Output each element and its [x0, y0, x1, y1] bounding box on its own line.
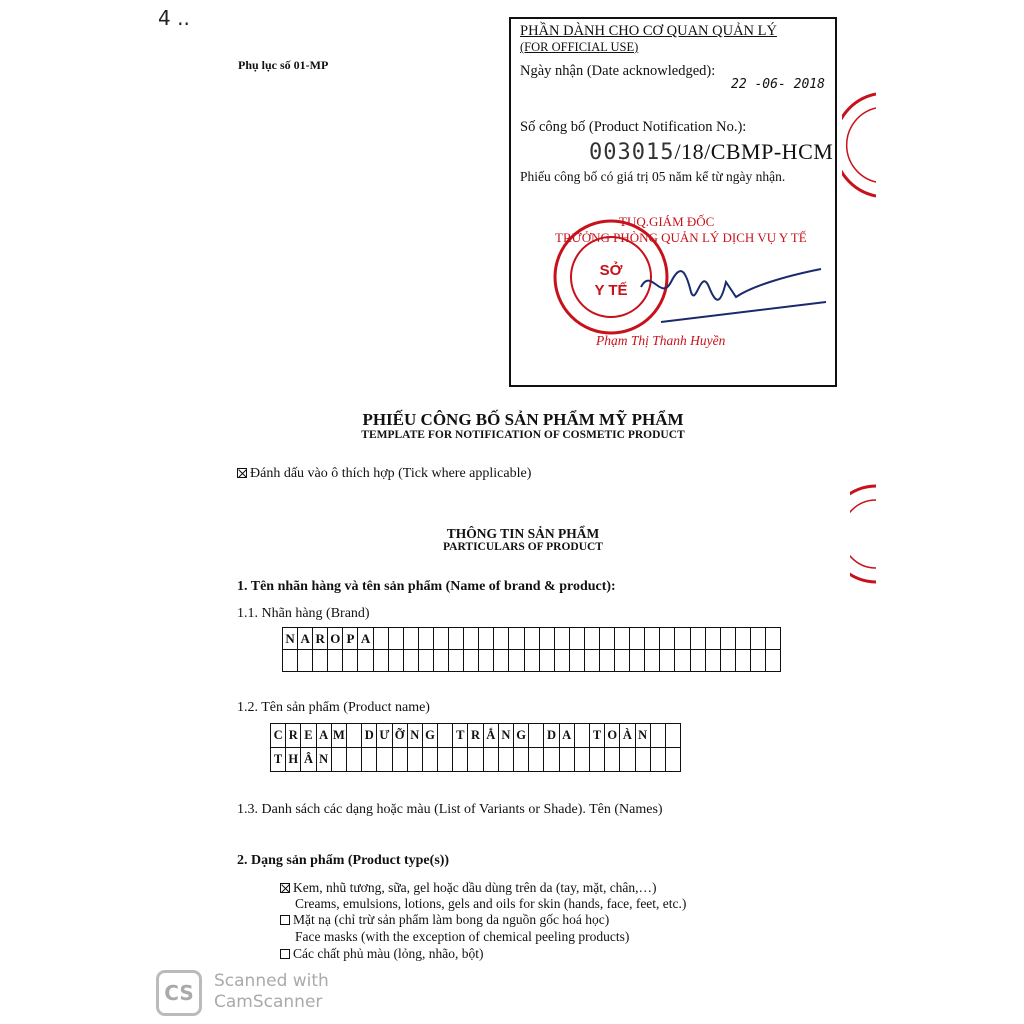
option-face-masks[interactable] [280, 912, 609, 928]
product-letter-cell[interactable]: A [316, 724, 331, 748]
section-subtitle-text: PARTICULARS OF PRODUCT [443, 541, 603, 553]
brand-letter-cell[interactable] [735, 650, 750, 672]
option-creams-en: Creams, emulsions, lotions, gels and oils for skin (hands, face, feet, etc.) [295, 896, 687, 911]
question-2-label: 2. Dạng sản phẩm (Product type(s)) [237, 853, 450, 868]
handwritten-signature-icon [631, 247, 831, 327]
brand-letter-cell[interactable] [690, 650, 705, 672]
section-title-text: THÔNG TIN SẢN PHẨM [446, 526, 600, 541]
brand-letter-cell[interactable] [464, 628, 479, 650]
notification-number-value [589, 139, 833, 165]
brand-letter-cell[interactable] [403, 650, 418, 672]
product-letter-cell[interactable] [665, 748, 680, 772]
brand-letter-cell[interactable] [298, 650, 313, 672]
brand-letter-cell[interactable]: A [358, 628, 373, 650]
brand-letter-cell[interactable] [599, 628, 614, 650]
date-acknowledged-value: 22 -06- 2018 [731, 77, 825, 92]
option-face-masks-en: Face masks (with the exception of chemical peeling products) [295, 929, 630, 944]
brand-letter-cell[interactable]: R [313, 628, 328, 650]
product-letter-cell[interactable] [665, 724, 680, 748]
camscanner-logo-icon: CS [156, 970, 202, 1016]
brand-letter-cell[interactable] [569, 628, 584, 650]
checked-box-icon [237, 468, 247, 478]
brand-letter-cell[interactable] [433, 650, 448, 672]
option-creams[interactable] [280, 880, 657, 896]
brand-letter-cell[interactable] [750, 650, 765, 672]
official-use-box [509, 17, 837, 387]
appendix-label: Phụ lục số 01-MP [238, 58, 329, 72]
product-letter-cell[interactable] [362, 748, 377, 772]
section-subtitle [0, 541, 1024, 553]
signer-name: Phạm Thị Thanh Huyền [596, 333, 726, 348]
product-letter-cell[interactable]: O [605, 724, 620, 748]
product-name-letter-grid[interactable] [270, 723, 681, 772]
official-title: PHẦN DÀNH CHO CƠ QUAN QUẢN LÝ [520, 23, 777, 39]
product-letter-cell[interactable] [346, 748, 361, 772]
signer-title-1: TUQ.GIÁM ĐỐC [619, 214, 715, 229]
product-letter-cell[interactable]: Ỡ [392, 724, 407, 748]
brand-letter-cell[interactable] [690, 628, 705, 650]
brand-letter-cell[interactable] [660, 628, 675, 650]
brand-letter-cell[interactable] [509, 628, 524, 650]
brand-letter-cell[interactable] [283, 650, 298, 672]
notification-number-label: Số công bố (Product Notification No.): [520, 119, 747, 135]
brand-letter-cell[interactable] [766, 628, 781, 650]
brand-letter-cell[interactable] [524, 650, 539, 672]
product-letter-cell[interactable] [438, 748, 453, 772]
product-letter-cell[interactable]: E [301, 724, 316, 748]
product-letter-cell[interactable] [346, 724, 361, 748]
product-letter-cell[interactable]: N [316, 748, 331, 772]
checked-box-icon[interactable] [280, 883, 290, 893]
product-letter-cell[interactable]: N [407, 724, 422, 748]
product-letter-cell[interactable]: N [498, 724, 513, 748]
product-letter-cell[interactable]: D [544, 724, 559, 748]
brand-letter-row [283, 628, 781, 650]
brand-letter-cell[interactable]: O [328, 628, 343, 650]
brand-letter-cell[interactable] [554, 628, 569, 650]
option-color-coatings[interactable] [280, 946, 483, 962]
product-letter-cell[interactable]: G [514, 724, 529, 748]
question-1-label: 1. Tên nhãn hàng và tên sản phẩm (Name of brand & product): [237, 579, 616, 594]
brand-letter-cell[interactable] [720, 650, 735, 672]
watermark-line-2: CamScanner [214, 992, 323, 1012]
watermark-line-1: Scanned with [214, 971, 329, 991]
product-letter-cell[interactable]: T [453, 724, 468, 748]
brand-letter-cell[interactable] [569, 650, 584, 672]
brand-letter-cell[interactable] [615, 650, 630, 672]
product-letter-cell[interactable] [438, 724, 453, 748]
brand-letter-cell[interactable] [373, 650, 388, 672]
product-letter-row [271, 724, 681, 748]
validity-note: Phiếu công bố có giá trị 05 năm kể từ ngày nhận. [520, 169, 786, 184]
product-letter-cell[interactable]: R [468, 724, 483, 748]
brand-letter-cell[interactable] [449, 650, 464, 672]
brand-letter-cell[interactable] [630, 650, 645, 672]
product-letter-cell[interactable] [331, 748, 346, 772]
page-number-mark: 4 .. [158, 6, 190, 30]
product-letter-cell[interactable] [498, 748, 513, 772]
product-letter-cell[interactable] [650, 748, 665, 772]
brand-label: 1.1. Nhãn hàng (Brand) [237, 606, 370, 621]
tick-instruction-text: Đánh dấu vào ô thích hợp (Tick where applicable) [250, 466, 532, 481]
brand-letter-cell[interactable] [645, 628, 660, 650]
document-subtitle [0, 429, 1024, 441]
document-title-text: PHIẾU CÔNG BỐ SẢN PHẨM MỸ PHẨM [362, 410, 684, 429]
product-letter-cell[interactable] [422, 748, 437, 772]
brand-letter-cell[interactable] [449, 628, 464, 650]
product-letter-cell[interactable] [635, 748, 650, 772]
brand-letter-cell[interactable] [524, 628, 539, 650]
brand-letter-cell[interactable] [660, 650, 675, 672]
product-letter-cell[interactable]: Ư [377, 724, 392, 748]
brand-letter-cell[interactable] [675, 650, 690, 672]
product-letter-cell[interactable] [529, 724, 544, 748]
brand-letter-cell[interactable] [735, 628, 750, 650]
document-title [0, 410, 1024, 430]
product-letter-cell[interactable] [392, 748, 407, 772]
product-letter-cell[interactable] [529, 748, 544, 772]
product-letter-cell[interactable] [544, 748, 559, 772]
seal-text-2: Y TẾ [594, 282, 628, 299]
brand-letter-cell[interactable] [705, 650, 720, 672]
product-letter-cell[interactable] [574, 724, 589, 748]
brand-letter-row [283, 650, 781, 672]
product-letter-cell[interactable] [483, 748, 498, 772]
checkbox-icon[interactable] [280, 949, 290, 959]
product-letter-cell[interactable] [574, 748, 589, 772]
official-title-en: (FOR OFFICIAL USE) [520, 40, 639, 54]
brand-letter-cell[interactable] [494, 650, 509, 672]
brand-letter-cell[interactable]: N [283, 628, 298, 650]
brand-letter-cell[interactable]: P [343, 628, 358, 650]
product-letter-cell[interactable]: Ắ [483, 724, 498, 748]
brand-letter-cell[interactable] [584, 650, 599, 672]
brand-letter-cell[interactable] [554, 650, 569, 672]
product-letter-cell[interactable]: À [620, 724, 635, 748]
option-creams-vi: Kem, nhũ tương, sữa, gel hoặc dầu dùng trên da (tay, mặt, chân,…) [293, 880, 657, 895]
product-letter-cell[interactable] [468, 748, 483, 772]
brand-letter-cell[interactable]: A [298, 628, 313, 650]
brand-letter-cell[interactable] [418, 650, 433, 672]
product-letter-cell[interactable]: G [422, 724, 437, 748]
variants-label: 1.3. Danh sách các dạng hoặc màu (List of Variants or Shade). Tên (Names) [237, 802, 663, 817]
document-subtitle-text: TEMPLATE FOR NOTIFICATION OF COSMETIC PRODUCT [361, 429, 685, 441]
brand-letter-cell[interactable] [464, 650, 479, 672]
brand-letter-cell[interactable] [675, 628, 690, 650]
notification-number-stamp: 003015 [589, 140, 675, 165]
brand-letter-cell[interactable] [720, 628, 735, 650]
product-letter-cell[interactable] [559, 748, 574, 772]
notification-number-suffix: /18/CBMP-HCM [674, 139, 834, 164]
brand-letter-cell[interactable] [388, 650, 403, 672]
brand-letter-cell[interactable] [328, 650, 343, 672]
product-letter-cell[interactable]: A [559, 724, 574, 748]
product-letter-cell[interactable]: T [271, 748, 286, 772]
option-face-masks-vi: Mặt nạ (chỉ trừ sản phẩm làm bong da nguồn gốc hoá học) [293, 912, 610, 927]
brand-letter-cell[interactable] [599, 650, 614, 672]
product-letter-row [271, 748, 681, 772]
brand-letter-cell[interactable] [494, 628, 509, 650]
product-name-label: 1.2. Tên sản phẩm (Product name) [237, 700, 430, 715]
product-letter-cell[interactable] [620, 748, 635, 772]
brand-letter-cell[interactable] [479, 650, 494, 672]
brand-letter-cell[interactable] [705, 628, 720, 650]
brand-letter-cell[interactable] [479, 628, 494, 650]
brand-letter-cell[interactable] [418, 628, 433, 650]
brand-letter-cell[interactable] [584, 628, 599, 650]
brand-letter-cell[interactable] [539, 628, 554, 650]
brand-letter-cell[interactable] [433, 628, 448, 650]
product-letter-cell[interactable]: D [362, 724, 377, 748]
product-letter-cell[interactable] [605, 748, 620, 772]
section-title [0, 526, 1024, 542]
edge-seal-icon [842, 90, 876, 200]
date-acknowledged-label: Ngày nhận (Date acknowledged): [520, 63, 716, 79]
brand-letter-cell[interactable] [615, 628, 630, 650]
brand-letter-grid[interactable] [282, 627, 781, 672]
brand-letter-cell[interactable] [343, 650, 358, 672]
product-letter-cell[interactable] [589, 748, 604, 772]
brand-letter-cell[interactable] [750, 628, 765, 650]
brand-letter-cell[interactable] [403, 628, 418, 650]
brand-letter-cell[interactable] [645, 650, 660, 672]
product-letter-cell[interactable] [453, 748, 468, 772]
brand-letter-cell[interactable] [388, 628, 403, 650]
brand-letter-cell[interactable] [373, 628, 388, 650]
brand-letter-cell[interactable] [630, 628, 645, 650]
seal-text: SỞ [599, 262, 623, 279]
brand-letter-cell[interactable] [509, 650, 524, 672]
product-letter-cell[interactable] [514, 748, 529, 772]
product-letter-cell[interactable]: H [286, 748, 301, 772]
product-letter-cell[interactable] [650, 724, 665, 748]
product-letter-cell[interactable]: C [271, 724, 286, 748]
brand-letter-cell[interactable] [358, 650, 373, 672]
brand-letter-cell[interactable] [313, 650, 328, 672]
brand-letter-cell[interactable] [766, 650, 781, 672]
product-letter-cell[interactable]: R [286, 724, 301, 748]
tick-instruction [237, 466, 531, 482]
checkbox-icon[interactable] [280, 915, 290, 925]
brand-letter-cell[interactable] [539, 650, 554, 672]
option-color-coatings-vi: Các chất phủ màu (lỏng, nhão, bột) [293, 946, 484, 961]
product-letter-cell[interactable]: T [589, 724, 604, 748]
product-letter-cell[interactable] [377, 748, 392, 772]
product-letter-cell[interactable]: N [635, 724, 650, 748]
signer-title-2: TRƯỞNG PHÒNG QUẢN LÝ DỊCH VỤ Y TẾ [555, 230, 807, 245]
product-letter-cell[interactable]: M [331, 724, 346, 748]
product-letter-cell[interactable]: Â [301, 748, 316, 772]
product-letter-cell[interactable] [407, 748, 422, 772]
camscanner-watermark [214, 971, 329, 1013]
